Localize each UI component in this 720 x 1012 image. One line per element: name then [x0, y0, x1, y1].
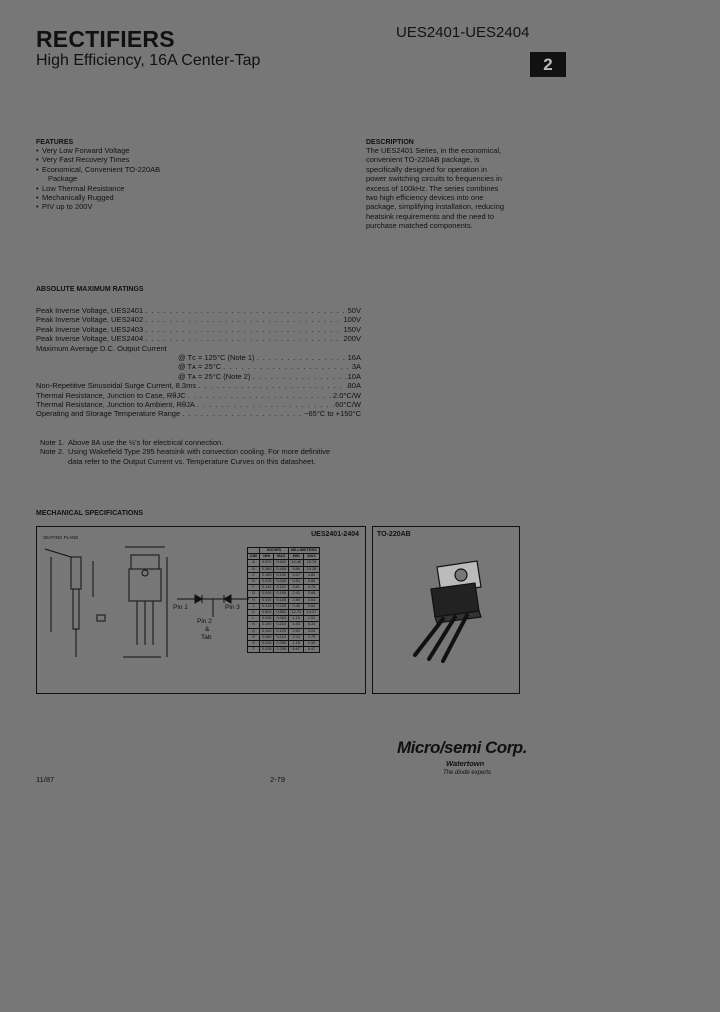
rating-row: [36, 409, 361, 418]
note-row: [40, 457, 380, 466]
side-view: [45, 549, 105, 657]
dim-table-cell: 0.110: [259, 597, 274, 603]
dim-table-cell: 14.27: [304, 610, 319, 616]
dim-table-cell: 0.018: [259, 603, 274, 609]
rating-label: Peak Inverse Voltage, UES2403: [36, 324, 144, 334]
description-line: excess of 100kHz. The series combines: [366, 183, 499, 193]
rating-label: Peak Inverse Voltage, UES2404: [36, 334, 144, 344]
mechanical-heading: MECHANICAL SPECIFICATIONS: [36, 510, 144, 517]
dim-table-cell: K: [248, 610, 260, 616]
to220-package-illustration: [373, 527, 519, 693]
dim-table-cell: 6.47: [304, 647, 319, 653]
dim-table-row: [248, 647, 320, 653]
document-subtitle: High Efficiency, 16A Center-Tap: [36, 52, 261, 69]
rating-value: 100V: [343, 315, 361, 325]
description-line: specifically designed for operation in: [366, 164, 487, 174]
dim-table-cell: S: [248, 641, 260, 647]
dim-table-cell: 0.035: [274, 579, 289, 585]
feature-item: • Economical, Convenient TO-220AB: [36, 165, 256, 174]
dim-table-cell: 0.147: [274, 585, 289, 591]
dim-table-header-cell: MIN: [289, 554, 304, 560]
rating-row: [36, 353, 361, 362]
note-text: data refer to the Output Current vs. Temperature Curves on this datasheet.: [68, 456, 316, 466]
dim-table-cell: 0.255: [274, 647, 289, 653]
dim-table-cell: 2.79: [304, 634, 319, 640]
dim-table-cell: L: [248, 616, 260, 622]
ratings-heading: ABSOLUTE MAXIMUM RATINGS: [36, 286, 144, 293]
rating-label: @ Tᴀ = 25°C: [178, 362, 222, 372]
leader-dots: [143, 334, 343, 343]
dim-table-cell: 10.28: [304, 566, 319, 572]
description-body: [366, 146, 526, 231]
tab-label: Tab: [201, 634, 212, 641]
dim-table-group-cell: INCHES: [259, 548, 288, 554]
rating-label: Maximum Average D.C. Output Current: [36, 343, 167, 353]
dim-table-cell: 0.045: [259, 616, 274, 622]
dim-table-cell: 0.210: [274, 622, 289, 628]
note-text: Using Wakefield Type 295 heatsink with convection cooling. For more definitive: [68, 447, 331, 457]
dimension-table: [247, 547, 320, 653]
dim-table-cell: R: [248, 634, 260, 640]
rating-value: 80A: [347, 381, 361, 391]
package-title: TO-220AB: [377, 531, 411, 538]
dim-table-group-cell: MILLIMETERS: [289, 548, 320, 554]
dim-table-cell: Q: [248, 628, 260, 634]
dim-table-cell: 0.500: [259, 610, 274, 616]
pin3-label: Pin 3: [225, 604, 240, 611]
package-box: [372, 526, 520, 694]
leader-dots: [143, 306, 347, 315]
feature-item: Package: [48, 174, 78, 184]
page-number: 2-79: [270, 775, 286, 784]
leader-dots: [195, 400, 335, 409]
dim-table-cell: 2.66: [304, 591, 319, 597]
rating-value: 200V: [343, 334, 361, 344]
ratings-table: [36, 306, 366, 419]
dim-table-cell: 0.570: [259, 560, 274, 566]
rating-row: [36, 391, 361, 400]
dim-table-cell: H: [248, 597, 260, 603]
dim-table-header-cell: DIM: [248, 554, 260, 560]
rating-row: [36, 315, 361, 324]
dim-table-cell: 0.620: [274, 560, 289, 566]
leader-dots: [143, 315, 343, 324]
mechanical-box-title: UES2401-2404: [311, 531, 359, 538]
pin2-amp: &: [205, 626, 210, 633]
dim-table-cell: G: [248, 591, 260, 597]
leader-dots: [180, 409, 304, 418]
rating-label: Peak Inverse Voltage, UES2401: [36, 306, 144, 315]
note-label: Note 2.: [40, 447, 65, 457]
dim-table-cell: 0.100: [259, 628, 274, 634]
leader-dots: [221, 362, 352, 371]
dim-table-cell: 14.48: [289, 560, 304, 566]
dim-table-cell: 0.46: [289, 603, 304, 609]
rating-row: [36, 344, 361, 353]
dim-table-cell: 0.045: [259, 641, 274, 647]
dim-table-cell: 0.095: [259, 591, 274, 597]
dim-table-cell: 0.105: [274, 591, 289, 597]
dim-table-cell: 1.39: [304, 641, 319, 647]
description-line: The UES2401 Series, in the economical,: [366, 146, 502, 155]
dim-table-header-cell: MAX: [274, 554, 289, 560]
leader-dots: [186, 391, 333, 400]
note-row: [40, 438, 380, 447]
dim-table-cell: 0.155: [274, 597, 289, 603]
feature-item: • PIV up to 200V: [36, 202, 256, 211]
rating-label: Thermal Resistance, Junction to Ambient, RθJA: [36, 400, 195, 410]
dim-table-cell: 0.190: [259, 622, 274, 628]
dim-table-cell: 0.142: [259, 585, 274, 591]
rating-row: [36, 334, 361, 343]
dim-table-cell: 9.66: [289, 566, 304, 572]
dim-table-cell: 1.15: [289, 616, 304, 622]
dim-table-cell: 0.88: [304, 579, 319, 585]
note-label: Note 1.: [40, 438, 65, 447]
seating-plane-label: SEATING PLANE: [43, 535, 79, 540]
dim-table-cell: 0.120: [274, 628, 289, 634]
rating-value: −65°C to +150°C: [304, 409, 361, 419]
rating-value: 2.0°C/W: [332, 390, 361, 400]
feature-item: • Mechanically Rugged: [36, 193, 256, 202]
note-row: [40, 447, 380, 456]
to220-leads: [415, 615, 467, 661]
dim-table-cell: 0.080: [259, 634, 274, 640]
feature-item: • Very Fast Recovery Times: [36, 155, 256, 164]
dim-table-cell: A: [248, 560, 260, 566]
dim-table-cell: 15.75: [304, 560, 319, 566]
rating-value: 150V: [343, 324, 361, 334]
dim-table-cell: 1.15: [289, 641, 304, 647]
leader-dots: [196, 381, 348, 390]
rating-value: 10A: [347, 371, 361, 381]
dim-table-cell: 1.52: [304, 616, 319, 622]
note-text: Above 8A use the ½'s for electrical connection.: [68, 438, 224, 447]
dim-table-cell: N: [248, 622, 260, 628]
microsemi-logo: Micro/semi Corp.: [397, 738, 527, 757]
dim-table-cell: B: [248, 566, 260, 572]
dim-table-cell: 0.235: [259, 647, 274, 653]
feature-item: • Very Low Forward Voltage: [36, 146, 256, 155]
document-title: RECTIFIERS: [36, 26, 175, 52]
dim-table-cell: 0.562: [274, 610, 289, 616]
rating-label: Operating and Storage Temperature Range: [36, 409, 181, 419]
dim-table-cell: 0.64: [289, 579, 304, 585]
rating-value: 50V: [347, 306, 361, 315]
dim-table-cell: 4.83: [289, 622, 304, 628]
dim-table-cell: 2.42: [289, 591, 304, 597]
dim-table-header-cell: MAX: [304, 554, 319, 560]
description-heading: DESCRIPTION: [366, 139, 414, 146]
features-list: [36, 146, 256, 212]
dim-table-cell: 0.110: [274, 634, 289, 640]
rating-label: Non-Repetitive Sinusoidal Surge Current, 8.3ms: [36, 381, 197, 391]
dim-table-cell: 3.61: [289, 585, 304, 591]
feature-item: • Low Thermal Resistance: [36, 184, 256, 193]
rating-label: Peak Inverse Voltage, UES2402: [36, 315, 144, 325]
section-tab: 2: [530, 52, 566, 77]
dim-table-cell: 3.73: [304, 585, 319, 591]
pin2-label: Pin 2: [197, 618, 212, 625]
rating-value: 60°C/W: [335, 400, 361, 410]
dim-table-cell: T: [248, 647, 260, 653]
leader-dots: [143, 325, 343, 334]
dim-table-cell: 0.055: [274, 641, 289, 647]
dim-table-cell: 0.405: [274, 566, 289, 572]
dim-table-header-cell: MIN: [259, 554, 274, 560]
dim-table-cell: 3.04: [304, 628, 319, 634]
dim-table-cell: 0.160: [259, 572, 274, 578]
description-line: convenient TO-220AB package, is: [366, 155, 480, 165]
note-label: [40, 457, 68, 466]
dim-table-cell: 0.025: [259, 579, 274, 585]
features-heading: FEATURES: [36, 139, 74, 146]
part-numbers: UES2401-UES2404: [396, 24, 530, 41]
dim-table-cell: C: [248, 572, 260, 578]
dim-table-cell: F: [248, 585, 260, 591]
rating-row: [36, 362, 361, 371]
dim-table-cell: 2.04: [289, 634, 304, 640]
leader-dots: [255, 353, 348, 362]
dim-table-cell: 4.82: [304, 572, 319, 578]
dim-table-cell: 12.70: [289, 610, 304, 616]
front-view: [123, 547, 167, 657]
description-section: [366, 139, 526, 231]
rating-row: [36, 325, 361, 334]
rating-row: [36, 306, 361, 315]
rating-label: @ Tᴀ = 25°C (Note 2): [178, 371, 251, 381]
to220-body: [431, 561, 481, 623]
rating-row: [36, 400, 361, 409]
pin1-label: Pin 1: [173, 604, 188, 611]
logo-location: Watertown: [446, 759, 485, 768]
dim-table-cell: 0.190: [274, 572, 289, 578]
rating-label: Thermal Resistance, Junction to Case, RθJC: [36, 390, 186, 400]
description-line: power switching circuits to frequencies in: [366, 174, 502, 184]
footer-date: 11/87: [36, 775, 55, 784]
features-section: [36, 139, 256, 212]
description-line: purchase matched components.: [366, 221, 473, 231]
mechanical-drawing-box: [36, 526, 366, 694]
dim-table-cell: 0.060: [274, 616, 289, 622]
leader-dots: [250, 372, 347, 381]
rating-value: 3A: [351, 362, 361, 372]
rating-row: [36, 372, 361, 381]
dim-table-cell: 0.025: [274, 603, 289, 609]
dim-table-cell: 0.380: [259, 566, 274, 572]
dim-table-cell: 2.54: [289, 628, 304, 634]
notes-section: [40, 438, 380, 466]
dim-table-cell: 2.80: [289, 597, 304, 603]
dim-table-cell: 3.93: [304, 597, 319, 603]
dim-table-cell: 4.07: [289, 572, 304, 578]
dim-table-cell: J: [248, 603, 260, 609]
rating-row: [36, 381, 361, 390]
description-line: two high efficiency devices into one: [366, 193, 484, 203]
rating-label: @ Tᴄ = 125°C (Note 1): [178, 353, 255, 363]
dim-table-cell: 0.64: [304, 603, 319, 609]
dim-table-cell: D: [248, 579, 260, 585]
dim-table-cell: 5.33: [304, 622, 319, 628]
description-line: package, simplifying installation, reducing: [366, 202, 504, 212]
logo-tagline: The diode experts: [443, 770, 492, 776]
dim-table-cell: 5.97: [289, 647, 304, 653]
rating-value: 16A: [347, 353, 361, 363]
description-line: heatsink requirements and the need to: [366, 211, 495, 221]
